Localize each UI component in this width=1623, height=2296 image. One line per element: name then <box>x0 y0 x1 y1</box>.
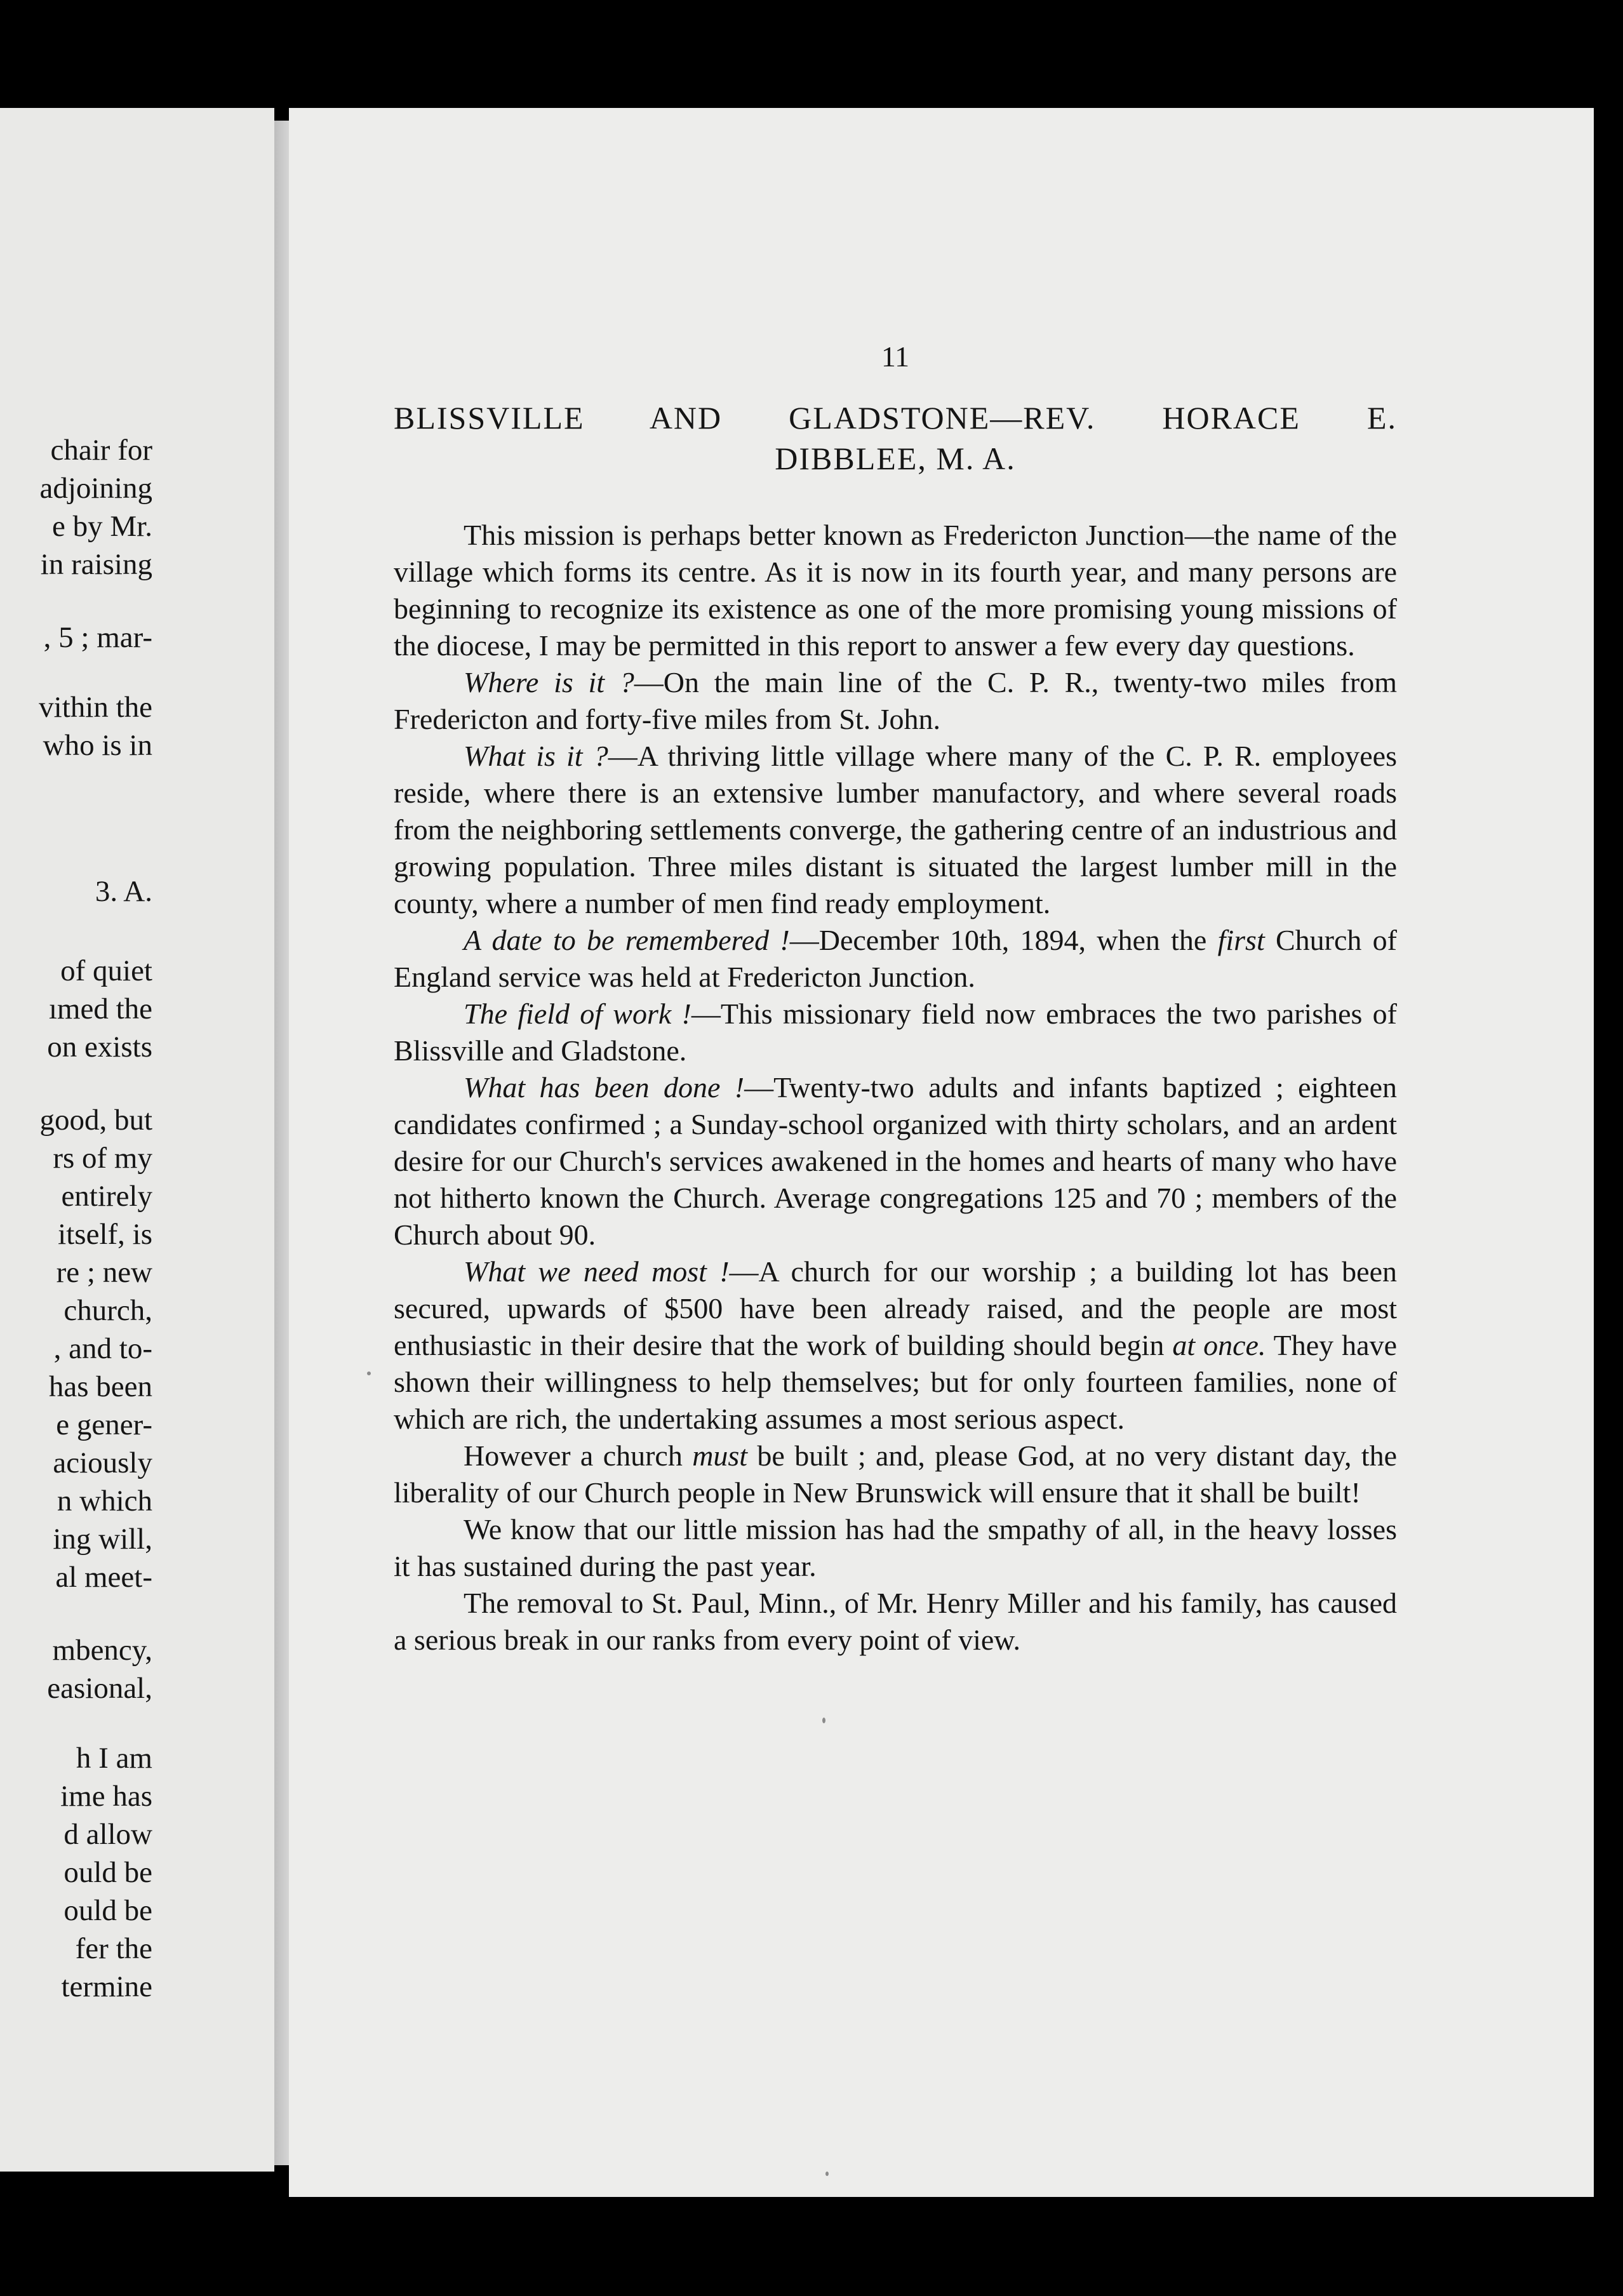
left-page-line: of quiet <box>60 954 152 987</box>
answer-text: —A thriving little village where many of the C. P. R. employees reside, where there is an extensive lumber manufactory, and where several roads from the neighboring settlements converge, the gathering centre of an industrious and growing population. Three miles distant is situated the largest lumber mill in the county, where a number of men find ready employment. <box>394 740 1397 919</box>
left-page-line: e by Mr. <box>52 510 152 543</box>
paragraph-date <box>394 922 1397 996</box>
left-page-line: has been <box>48 1370 152 1403</box>
left-page-line: chair for <box>50 434 152 467</box>
left-page-line: entirely <box>61 1180 152 1213</box>
left-page-line: ımed the <box>48 992 152 1025</box>
left-page-line: ould be <box>63 1856 152 1889</box>
answer-text: Church of England service was held at Fredericton Junction. <box>394 924 1397 993</box>
paragraph-what-has-been-done <box>394 1069 1397 1253</box>
section-heading <box>394 397 1397 479</box>
left-page-line: , and to- <box>53 1332 152 1365</box>
answer-text: They have shown their willingness to help themselves; but for only fourteen families, none of which are rich, the undertaking assumes a most serious aspect. <box>394 1329 1397 1435</box>
answer-text: —On the main line of the C. P. R., twenty-two miles from Fredericton and forty-five miles from St. John. <box>394 666 1397 735</box>
paragraph-where-is-it <box>394 664 1397 738</box>
body-text: However a church <box>464 1439 693 1472</box>
heading-line-2: DIBBLEE, M. A. <box>775 441 1016 476</box>
left-page-line: vithin the <box>39 691 152 724</box>
page-number: 11 <box>881 340 910 373</box>
answer-text: —A church for our worship ; a building lot has been secured, upwards of $500 have been already raised, and the people are most enthusiastic in their desire that the work of building should begin <box>394 1255 1397 1361</box>
paragraph-what-we-need <box>394 1253 1397 1438</box>
page-content <box>394 340 1397 1659</box>
paragraph-removal: The removal to St. Paul, Minn., of Mr. Henry Miller and his family, has caused a serious break in our ranks from every point of view. <box>394 1587 1397 1656</box>
left-page-line: itself, is <box>58 1218 152 1251</box>
left-page-line: ime has <box>60 1780 152 1813</box>
left-page-line: mbency, <box>52 1634 152 1667</box>
heading-line-1: BLISSVILLE AND GLADSTONE—REV. HORACE E. <box>394 400 1397 436</box>
left-page-line: 3. A. <box>95 875 152 908</box>
page-speck <box>825 2172 829 2176</box>
question-label: What we need most ! <box>464 1255 730 1288</box>
paragraph-what-is-it <box>394 738 1397 922</box>
left-page-line: n which <box>57 1485 152 1518</box>
left-page-line: al meet- <box>55 1561 152 1594</box>
left-page-line: who is in <box>43 729 152 762</box>
left-page-line: good, but <box>39 1104 152 1137</box>
left-page-line: e gener- <box>56 1408 152 1441</box>
left-page-line: ing will, <box>53 1523 152 1556</box>
left-page-line: on exists <box>47 1031 152 1064</box>
left-page-line: h I am <box>76 1742 152 1775</box>
question-label: The field of work ! <box>464 998 691 1030</box>
left-page-line: church, <box>63 1294 152 1327</box>
left-page-line: in raising <box>40 548 152 581</box>
left-page-line: adjoining <box>39 472 152 505</box>
left-page-line: d allow <box>63 1818 152 1851</box>
left-page-fragment <box>0 108 274 2172</box>
paragraph-sympathy: We know that our little mission has had the smpathy of all, in the heavy losses it has sustained during the past year. <box>394 1513 1397 1582</box>
paragraph-field-of-work <box>394 996 1397 1069</box>
left-page-line: easional, <box>47 1672 152 1705</box>
answer-text: —Twenty-two adults and infants baptized ; eighteen candidates confirmed ; a Sunday-school organized with thirty scholars, and an ardent desire for our Church's services awakened in the homes and hearts of many who have not hitherto known the Church. Average congregations 125 and 70 ; members of the Church about 90. <box>394 1071 1397 1251</box>
answer-text: —December 10th, 1894, when the <box>789 924 1218 956</box>
left-page-line: termine <box>61 1970 152 2003</box>
page-speck <box>822 1718 825 1723</box>
emphasis-at-once: at once. <box>1172 1329 1266 1361</box>
page-speck <box>367 1372 371 1375</box>
question-label: A date to be remembered ! <box>464 924 790 956</box>
question-label: Where is it ? <box>464 666 634 698</box>
answer-text: —This missionary field now embraces the two parishes of Blissville and Gladstone. <box>394 998 1397 1067</box>
question-label: What is it ? <box>464 740 608 772</box>
left-page-line: re ; new <box>56 1256 152 1289</box>
question-label: What has been done ! <box>464 1071 745 1104</box>
left-page-line: ould be <box>63 1894 152 1927</box>
emphasis-first: first <box>1217 924 1265 956</box>
left-page-line: fer the <box>75 1932 152 1965</box>
right-page <box>289 108 1594 2197</box>
intro-paragraph: This mission is perhaps better known as Fredericton Junction—the name of the village which forms its centre. As it is now in its fourth year, and many persons are beginning to recognize its existence as one of the more promising young missions of the diocese, I may be permitted in this report to answer a few every day questions. <box>394 519 1397 662</box>
body-text: be built ; and, please God, at no very distant day, the liberality of our Church people in New Brunswick will ensure that it shall be built! <box>394 1439 1397 1509</box>
emphasis-must: must <box>692 1439 748 1472</box>
left-page-line: , 5 ; mar- <box>43 621 152 654</box>
left-page-line: rs of my <box>53 1142 152 1175</box>
left-page-line: aciously <box>53 1446 152 1479</box>
paragraph-however <box>394 1438 1397 1511</box>
